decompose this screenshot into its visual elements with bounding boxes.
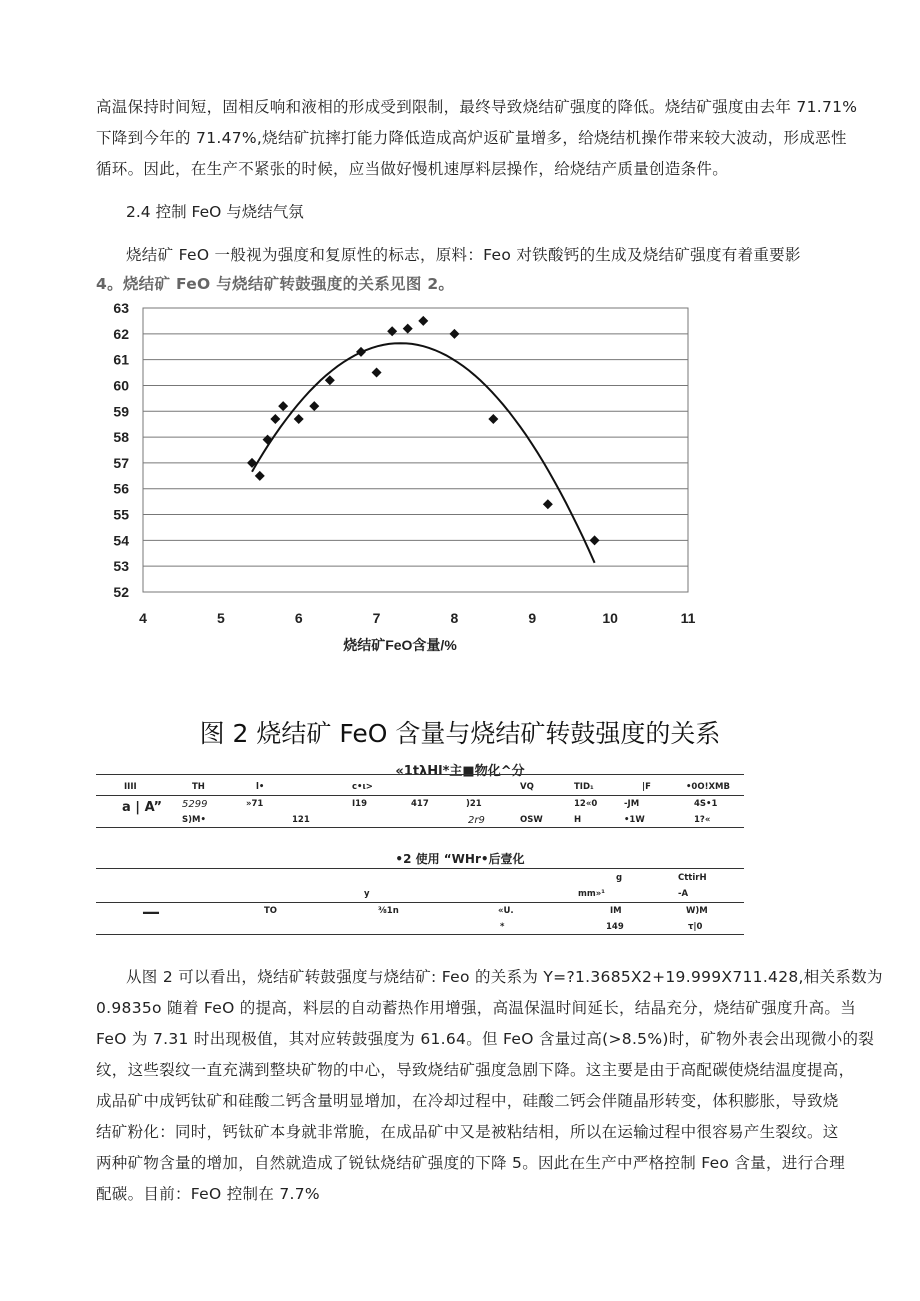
table-cell: «U. (498, 906, 514, 916)
text-line: 从图 2 可以看出，烧结矿转鼓强度与烧结矿: Feo 的关系为 Y=?1.3685X2+19.999X711.428,相关系数为 (126, 968, 883, 986)
table-header-cell: l• (256, 782, 265, 792)
data-point (372, 368, 382, 378)
text-line: 下降到今年的 71.47%,烧结矿抗摔打能力降低造成高炉返矿量增多，给烧结机操作带来较大波动，形成恶性 (96, 129, 847, 147)
table-row-label: a | A” (122, 800, 162, 815)
data-point (418, 316, 428, 326)
y-tick-label: 61 (113, 351, 129, 368)
table-cell: H (574, 815, 582, 825)
data-point (488, 414, 498, 424)
table-header-cell: •0O!XMB (686, 782, 730, 792)
table-header-cell: CttirH (678, 873, 707, 883)
y-tick-label: 53 (113, 558, 129, 575)
table-cell: -JM (624, 799, 640, 809)
table-cell: 4S•1 (694, 799, 718, 809)
y-tick-label: 58 (113, 429, 129, 446)
table1-title: «1tλHl*主■物化^分 (395, 764, 525, 779)
table-2 (96, 868, 744, 938)
paragraph-1 (96, 92, 858, 185)
y-tick-label: 63 (113, 300, 129, 316)
text-line: FeO 为 7.31 时出现极值，其对应转鼓强度为 61.64。但 FeO 含量过高(>8.5%)时，矿物外表会出现微小的裂 (96, 1030, 875, 1048)
y-tick-label: 60 (113, 377, 129, 394)
text-line: 循环。因此，在生产不紧张的时候，应当做好慢机速厚料层操作，给烧结产质量创造条件。 (96, 160, 729, 178)
table-cell: )21 (466, 799, 482, 809)
data-points (247, 316, 600, 545)
table-header-cell: y (364, 889, 370, 899)
figure-caption: 图 2 烧结矿 FeO 含量与烧结矿转鼓强度的关系 (199, 719, 721, 748)
data-point (309, 401, 319, 411)
table-cell: 149 (606, 922, 624, 932)
table-cell: TO (264, 906, 278, 916)
text-line: 高温保持时间短，固相反响和液相的形成受到限制，最终导致烧结矿强度的降低。烧结矿强度由去年 71.71% (96, 98, 858, 116)
x-tick-label: 5 (216, 610, 225, 626)
table-cell: I19 (352, 799, 367, 809)
text-line: 结矿粉化：同时，钙钛矿本身就非常脆，在成品矿中又是被粘结相，所以在运输过程中很容易产生裂纹。这 (96, 1123, 839, 1141)
table-cell: W)M (686, 906, 708, 916)
table-header-cell: mm»¹ (578, 889, 605, 899)
y-tick-label: 57 (113, 454, 129, 471)
table-cell: 121 (292, 815, 310, 825)
y-tick-label: 62 (113, 325, 129, 342)
y-tick-label: 55 (113, 506, 129, 523)
x-tick-label: 10 (602, 610, 618, 626)
table-header-cell: g (616, 873, 623, 883)
table-cell: 1?« (694, 815, 711, 825)
feo-strength-chart (90, 292, 710, 662)
table-cell: •1W (624, 815, 645, 825)
table-header-cell: TH (192, 782, 205, 792)
plot-frame (143, 308, 688, 592)
table-header-cell: IIII (124, 782, 137, 792)
table-header-cell: TID₁ (574, 782, 594, 792)
y-tick-label: 56 (113, 480, 129, 497)
x-tick-label: 4 (139, 610, 147, 626)
x-tick-label: 8 (450, 610, 459, 626)
text-line: 0.9835o 随着 FeO 的提高，料层的自动蓄热作用增强，高温保温时间延长，结晶充分，烧结矿强度升高。当 (96, 999, 857, 1017)
text-line: 4。烧结矿 FeO 与烧结矿转鼓强度的关系见图 2。 (96, 275, 455, 293)
section-heading: 2.4 控制 FeO 与烧结气氛 (126, 203, 304, 221)
y-tick-label: 52 (113, 584, 129, 600)
paragraph-3 (96, 962, 883, 1210)
table-cell: IM (610, 906, 622, 916)
table-cell: 5299 (182, 799, 208, 810)
x-tick-label: 9 (528, 610, 537, 626)
chart-gridlines (143, 308, 688, 592)
table-cell: ⅜1n (378, 906, 399, 916)
data-point (278, 401, 288, 411)
data-point (263, 435, 273, 445)
data-point (270, 414, 280, 424)
x-tick-label: 11 (680, 610, 696, 626)
data-point (356, 347, 366, 357)
table-header-cell: c•ι> (352, 782, 373, 792)
x-tick-labels (139, 610, 696, 626)
paragraph-2 (96, 240, 824, 300)
table-cell: 2r9 (468, 815, 485, 826)
table-header-cell: |F (642, 782, 651, 792)
data-point (294, 414, 304, 424)
x-tick-label: 6 (294, 610, 303, 626)
table-cell: S)M• (182, 815, 206, 825)
data-point (255, 471, 265, 481)
x-axis-label: 烧结矿FeO含量/% (343, 637, 457, 653)
table-cell: »71 (246, 799, 264, 809)
table-row-label: — (142, 902, 160, 923)
data-point (325, 375, 335, 385)
text-line: 纹，这些裂纹一直充满到整块矿物的中心，导致烧结矿强度急剧下降。这主要是由于高配碳使烧结温度提高， (96, 1061, 855, 1079)
table2-title: •2 使用 “WHr•后壹化 (395, 852, 525, 866)
text-line: 配碳。目前：FeO 控制在 7.7% (96, 1185, 320, 1203)
text-line: 成品矿中成钙钛矿和硅酸二钙含量明显增加，在冷却过程中，硅酸二钙会伴随晶形转变，体积膨胀，导致烧 (96, 1092, 839, 1110)
y-tick-label: 54 (113, 532, 129, 549)
text-line: 两种矿物含量的增加，自然就造成了锐钛烧结矿强度的下降 5。因此在生产中严格控制 Feo 含量，进行合理 (96, 1154, 846, 1172)
data-point (543, 499, 553, 509)
table-header-cell: VQ (520, 782, 534, 792)
data-point (387, 326, 397, 336)
table-cell: τ|0 (688, 922, 703, 932)
table-cell: 417 (411, 799, 429, 809)
data-point (449, 329, 459, 339)
table-cell: 12«0 (574, 799, 598, 809)
data-point (590, 535, 600, 545)
table-cell: * (500, 922, 505, 932)
table-cell: OSW (520, 815, 543, 825)
y-tick-label: 59 (113, 403, 129, 420)
data-point (403, 324, 413, 334)
table-header-cell: -A (678, 889, 689, 899)
y-tick-labels (113, 300, 129, 600)
x-tick-label: 7 (372, 610, 381, 626)
text-line: 烧结矿 FeO 一般视为强度和复原性的标志，原料：Feo 对铁酸钙的生成及烧结矿强度有着重要影 (126, 246, 801, 264)
fit-curve (252, 343, 595, 563)
table-1 (96, 770, 744, 830)
